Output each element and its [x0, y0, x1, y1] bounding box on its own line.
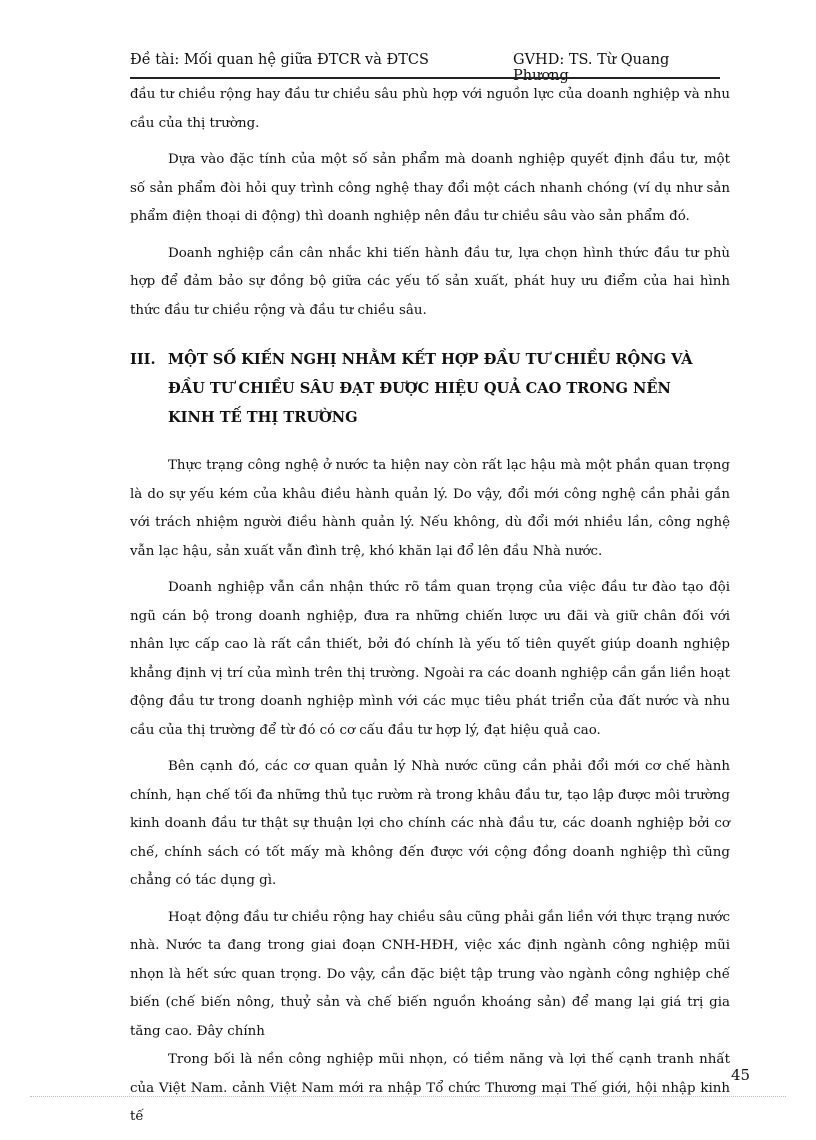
section-title: MỘT SỐ KIẾN NGHỊ NHẰM KẾT HỢP ĐẦU TƯ CHIỀU RỘNG VÀ ĐẦU TƯ CHIỀU SÂU ĐẠT ĐƯỢC HIỆU QUẢ CAO TRONG NỀN KINH TẾ THỊ TRƯỜNG: [168, 351, 693, 426]
paragraph: Dựa vào đặc tính của một số sản phẩm mà doanh nghiệp quyết định đầu tư, một số sản phẩm đòi hỏi quy trình công nghệ thay đổi một cách nhanh chóng (ví dụ như sản phẩm điện thoại di động) thì doanh nghiệp nên đầu tư chiều sâu vào sản phẩm đó.: [130, 152, 730, 224]
header-topic: Đề tài: Mối quan hệ giữa ĐTCR và ĐTCS: [130, 52, 429, 68]
section-heading: [130, 345, 730, 432]
header-rule: [130, 77, 720, 79]
document-body: [130, 81, 730, 1140]
paragraph: Doanh nghiệp cần cân nhắc khi tiến hành đầu tư, lựa chọn hình thức đầu tư phù hợp để đảm bảo sự đồng bộ giữa các yếu tố sản xuất, phát huy ưu điểm của hai hình thức đầu tư chiều rộng và đầu tư chiều sâu.: [130, 245, 730, 318]
paragraph: Hoạt động đầu tư chiều rộng hay chiều sâu cũng phải gắn liền với thực trạng nước nhà. Nước ta đang trong giai đoạn CNH-HĐH, việc xác định ngành công nghiệp mũi nhọn là hết sức quan trọng. Do vậy, cần đặc biệt tập trung vào ngành công nghiệp chế biến (chế biến nông, thuỷ sản và chế biến nguồn khoáng sản) để mang lại giá trị gia tăng cao. Đây chính: [130, 909, 730, 1039]
paragraph: Bên cạnh đó, các cơ quan quản lý Nhà nước cũng cần phải đổi mới cơ chế hành chính, hạn chế tối đa những thủ tục rườm rà trong khâu đầu tư, tạo lập được môi trường kinh doanh đầu tư thật sự thuận lợi cho chính các nhà đầu tư, các doanh nghiệp bởi cơ chế, chính sách có tốt mấy mà không đến được với cộng đồng doanh nghiệp thì cũng chẳng có tác dụng gì.: [130, 759, 730, 888]
footer-rule: [30, 1096, 786, 1097]
paragraph: Doanh nghiệp vẫn cần nhận thức rõ tầm quan trọng của việc đầu tư đào tạo đội ngũ cán bộ trong doanh nghiệp, đưa ra những chiến lược ưu đãi và giữ chân đối với nhân lực cấp cao là rất cần thiết, bởi đó chính là yếu tố tiên quyết giúp doanh nghiệp khẳng định vị trí của mình trên thị trường. Ngoài ra các doanh nghiệp cần gắn liền hoạt động đầu tư trong doanh nghiệp mình với các mục tiêu phát triển của đất nước và nhu cầu của thị trường để từ đó có cơ cấu đầu tư hợp lý, đạt hiệu quả cao.: [130, 580, 730, 738]
page-number: 45: [731, 1066, 751, 1084]
paragraph: đầu tư chiều rộng hay đầu tư chiều sâu phù hợp với nguồn lực của doanh nghiệp và nhu cầu của thị trường.: [130, 87, 730, 131]
header-supervisor: GVHD: TS. Từ Quang Phương: [513, 52, 670, 84]
section-number: III.: [130, 351, 156, 368]
paragraph: Trong bối là nền công nghiệp mũi nhọn, có tiềm năng và lợi thế cạnh tranh nhất của Việt Nam. cảnh Việt Nam mới ra nhập Tổ chức Thương mại Thế giới, hội nhập kinh tế: [130, 1052, 730, 1124]
paragraph: Thực trạng công nghệ ở nước ta hiện nay còn rất lạc hậu mà một phần quan trọng là do sự yếu kém của khâu điều hành quản lý. Do vậy, đổi mới công nghệ cần phải gắn với trách nhiệm người điều hành quản lý. Nếu không, dù đổi mới nhiều lần, công nghệ vẫn lạc hậu, sản xuất vẫn đình trệ, khó khăn lại đổ lên đầu Nhà nước.: [130, 458, 730, 559]
page-header: [130, 52, 720, 84]
